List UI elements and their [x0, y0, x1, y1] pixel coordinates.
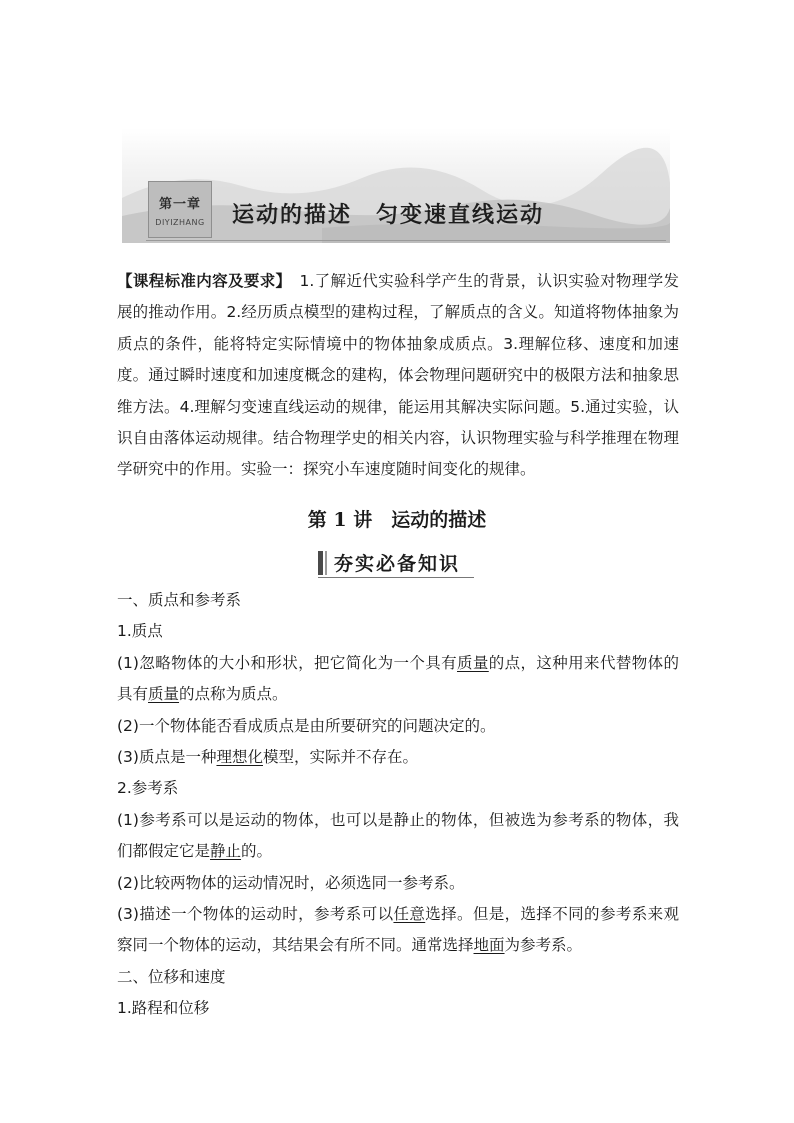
underlined-term: 质量	[457, 653, 489, 672]
course-standards	[117, 266, 679, 486]
subheading-2: 2.参考系	[117, 779, 179, 798]
section-badge	[318, 549, 474, 578]
section-badge-label: 夯实必备知识	[334, 553, 461, 575]
underlined-term: 质量	[148, 685, 180, 704]
underlined-term: 任意	[393, 905, 426, 924]
underlined-term: 理想化	[216, 748, 263, 767]
paragraph-3	[117, 742, 679, 773]
paragraph-5: (2)比较两物体的运动情况时，必须选同一参考系。	[117, 873, 465, 892]
text: (3)质点是一种	[117, 748, 217, 767]
badge-bar	[318, 551, 323, 575]
subheading-1: 1.质点	[117, 622, 163, 641]
paragraph-6	[117, 899, 679, 962]
chapter-label: 第一章	[158, 196, 201, 212]
text: 的点称为质点。	[179, 685, 288, 704]
paragraph-1	[117, 648, 679, 711]
standards-heading: 【课程标准内容及要求】	[117, 272, 284, 290]
paragraph-4	[117, 805, 679, 868]
text: 选择。但是，选择不同的参考系来观察同一个物体的运动，其结果会有所不同。通常选择	[117, 905, 679, 955]
text: 的。	[241, 842, 273, 861]
content-body	[117, 585, 679, 1025]
banner-divider	[146, 240, 666, 241]
heading-2: 二、位移和速度	[117, 967, 226, 986]
chapter-title: 运动的描述 匀变速直线运动	[232, 203, 545, 228]
paragraph-2: (2)一个物体能否看成质点是由所要研究的问题决定的。	[117, 716, 496, 735]
text: 的点，这种用来代替物体的具有	[117, 653, 679, 704]
chapter-banner	[122, 128, 670, 243]
text: (1)参考系可以是运动的物体，也可以是静止的物体，但被选为参考系的物体，我们都假定它是	[117, 810, 679, 861]
badge-bar-thin	[325, 551, 327, 575]
text: (3)描述一个物体的运动时，参考系可以	[117, 905, 394, 924]
standards-text: 1.了解近代实验科学产生的背景，认识实验对物理学发展的推动作用。2.经历质点模型的建构过程，了解质点的含义。知道将物体抽象为质点的条件，能将特定实际情境中的物体抽象成质点。3.理解位移、速度和加速度。通过瞬时速度和加速度概念的建构，体会物理问题研究中的极限方法和抽象思维方法。4.理解匀变速直线运动的规律，能运用其解决实际问题。5.通过实验，认识自由落体运动规律。结合物理学史的相关内容，认识物理实验与科学推理在物理学研究中的作用。实验一：探究小车速度随时间变化的规律。	[117, 272, 679, 479]
heading-1: 一、质点和参考系	[117, 591, 242, 609]
subheading-3: 1.路程和位移	[117, 999, 210, 1018]
lecture-title: 第 1 讲 运动的描述	[307, 509, 487, 531]
underlined-term: 地面	[473, 936, 505, 955]
underlined-term: 静止	[210, 842, 242, 861]
text: (1)忽略物体的大小和形状，把它简化为一个具有	[117, 653, 457, 672]
chapter-pinyin: DIYIZHANG	[155, 217, 205, 227]
text: 模型，实际并不存在。	[262, 748, 418, 767]
chapter-label-box	[148, 181, 212, 238]
text: 为参考系。	[504, 936, 583, 955]
